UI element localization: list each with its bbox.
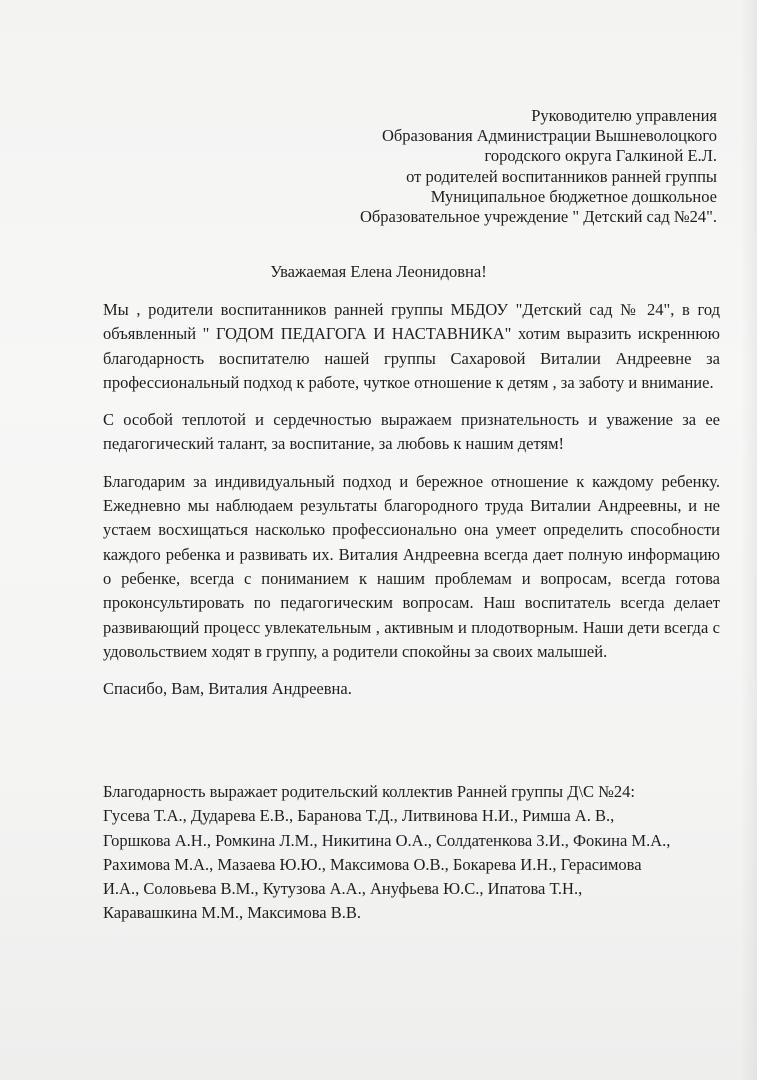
body-paragraph: Мы , родители воспитанников ранней группы МБДОУ "Детский сад № 24", в год объявленный " ГОДОМ ПЕДАГОГА И НАСТАВНИКА" хотим выразить искреннюю благодарность воспитателю нашей группы Сахаровой Виталии Андреевне за профессиональный подход к работе, чуткое отношение к детям , за заботу и внимание. — [103, 300, 720, 392]
signatories-block — [103, 780, 720, 926]
addressee-line: Образования Администрации Вышневолоцкого — [381, 126, 717, 146]
addressee-line: Муниципальное бюджетное дошкольное — [430, 186, 717, 206]
signatories-line: Каравашкина М.М., Максимова В.В. — [103, 903, 361, 923]
signatories-line: Рахимова М.А., Мазаева Ю.Ю., Максимова О.В., Бокарева И.Н., Герасимова — [103, 854, 642, 874]
body-paragraph: Благодарим за индивидуальный подход и бережное отношение к каждому ребенку. Ежедневно мы наблюдаем результаты благородного труда Виталии Андреевны, и не устаем восхищаться насколько профессионально она умеет определить способности каждого ребенка и развивать их. Виталия Андреевна всегда дает полную информацию о ребенке, всегда с пониманием к нашим проблемам и вопросам, всегда готова проконсультировать по педагогическим вопросам. Наш воспитатель всегда делает развивающий процесс увлекательным , активным и плодотворным. Наши дети всегда с удовольствием ходят в группу, а родители спокойны за своих малышей. — [103, 471, 720, 661]
addressee-line: городского округа Галкиной Е.Л. — [484, 146, 717, 166]
signatories-line: Горшкова А.Н., Ромкина Л.М., Никитина О.А., Солдатенкова З.И., Фокина М.А., — [103, 830, 671, 850]
paper-shadow — [741, 0, 757, 1080]
signatories-intro: Благодарность выражает родительский коллектив Ранней группы Д\С №24: — [103, 782, 636, 801]
body-paragraph: С особой теплотой и сердечностью выражаем признательность и уважение за ее педагогический талант, за воспитание, за любовь к нашим детям! — [103, 410, 720, 454]
addressee-line: Образовательное учреждение " Детский сад №24". — [359, 207, 717, 227]
addressee-line: Руководителю управления — [531, 106, 717, 125]
addressee-line: от родителей воспитанников ранней группы — [406, 166, 717, 186]
closing-line: Спасибо, Вам, Виталия Андреевна. — [103, 679, 352, 699]
salutation: Уважаемая Елена Леонидовна! — [270, 262, 487, 281]
signatories-line: Гусева Т.А., Дударева Е.В., Баранова Т.Д., Литвинова Н.И., Римша А. В., — [103, 806, 615, 826]
addressee-block — [157, 106, 717, 227]
letter-body — [103, 298, 720, 714]
signatories-line: И.А., Соловьева В.М., Кутузова А.А., Ануфьева Ю.С., Ипатова Т.Н., — [103, 879, 583, 899]
